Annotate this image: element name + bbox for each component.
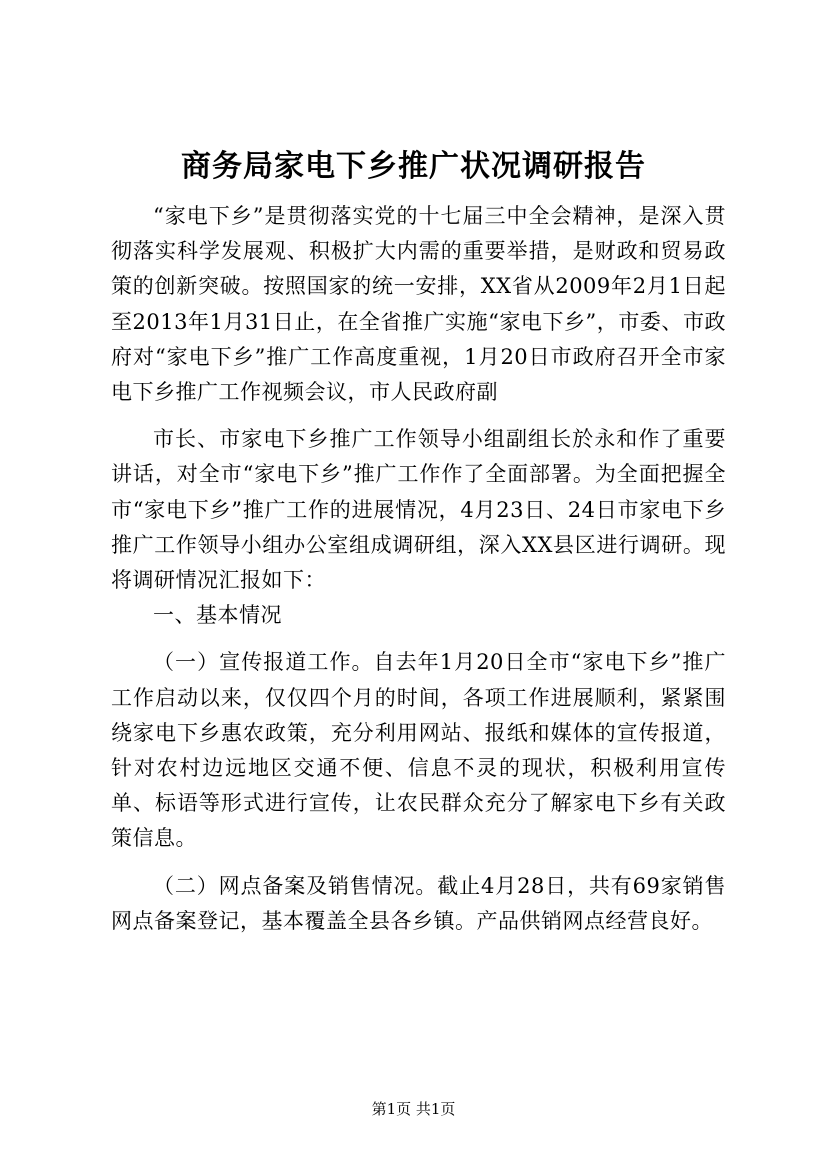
paragraph-publicity-work: （一）宣传报道工作。自去年1月20日全市“家电下乡”推广工作启动以来，仅仅四个月的时间，各项工作进展顺利，紧紧围绕家电下乡惠农政策，充分利用网站、报纸和媒体的宣传报道，针对农村边远地区交通不便、信息不灵的现状，积极利用宣传单、标语等形式进行宣传，让农民群众充分了解家电下乡有关政策信息。 bbox=[111, 650, 726, 851]
paragraph-intro: “家电下乡”是贯彻落实党的十七届三中全会精神，是深入贯彻落实科学发展观、积极扩大内需的重要举措，是财政和贸易政策的创新突破。按照国家的统一安排，XX省从2009年2月1日起至2013年1月31日止，在全省推广实施“家电下乡”，市委、市政府对“家电下乡”推广工作高度重视，1月20日市政府召开全市家电下乡推广工作视频会议，市人民政府副 bbox=[111, 204, 726, 405]
paragraph-continuation: 市长、市家电下乡推广工作领导小组副组长於永和作了重要讲话，对全市“家电下乡”推广工作作了全面部署。为全面把握全市“家电下乡”推广工作的进展情况，4月23日、24日市家电下乡推广工作领导小组办公室组成调研组，深入XX县区进行调研。现将调研情况汇报如下： bbox=[111, 427, 726, 593]
section-heading-basic-situation: 一、基本情况 bbox=[153, 603, 282, 628]
document-title: 商务局家电下乡推广状况调研报告 bbox=[181, 149, 646, 184]
document-body bbox=[111, 199, 726, 939]
paragraph-outlets-sales: （二）网点备案及销售情况。截止4月28日，共有69家销售网点备案登记，基本覆盖全县各乡镇。产品供销网点经营良好。 bbox=[111, 873, 726, 933]
page-number-footer: 第1页 共1页 bbox=[371, 1100, 456, 1118]
